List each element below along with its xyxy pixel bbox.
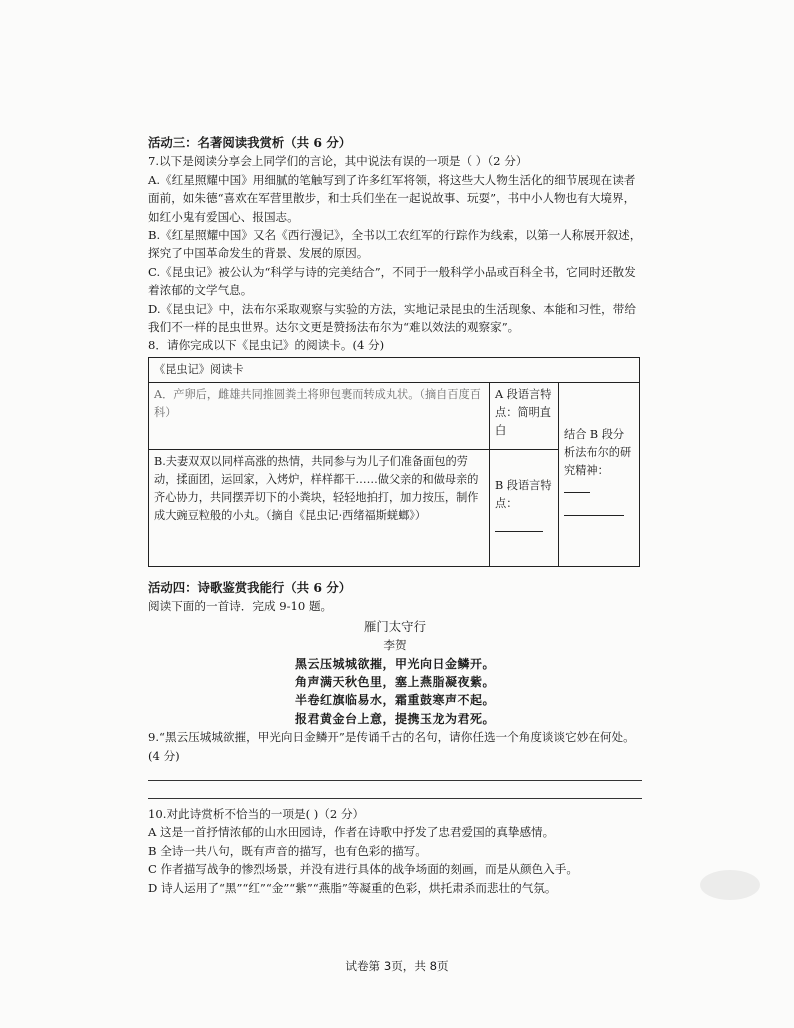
q7-option-b: B.《红星照耀中国》又名《西行漫记》，全书以工农红军的行踪作为线索，以第一人称展开叙述，探究了中国革命发生的背景、发展的原因。 xyxy=(148,228,642,261)
q9-answer-line[interactable] xyxy=(148,783,642,799)
poem-line: 角声满天秋色里，塞上燕脂凝夜紫。 xyxy=(294,674,495,689)
scan-smudge xyxy=(700,870,760,900)
q10-option-c: C 作者描写战争的惨烈场景，并没有进行具体的战争场面的刻画，而是从颜色入手。 xyxy=(148,862,578,877)
q8-stem: 8．请你完成以下《昆虫记》的阅读卡。(4 分) xyxy=(148,338,385,353)
q10-option-b: B 全诗一共八句，既有声音的描写，也有色彩的描写。 xyxy=(148,843,427,858)
passage-b-feature: B 段语言特点： xyxy=(495,479,552,511)
research-spirit-blank[interactable] xyxy=(564,480,590,493)
passage-a: A．产卵后，雌雄共同推圆粪土将卵包裹而转成丸状。（摘自百度百科） xyxy=(149,382,490,449)
activity3-heading: 活动三：名著阅读我赏析（共 6 分） xyxy=(148,135,352,150)
poem-line: 报君黄金台上意，提携玉龙为君死。 xyxy=(294,711,495,726)
poem-line: 黑云压城城欲摧，甲光向日金鳞开。 xyxy=(294,656,495,671)
passage-a-feature: A 段语言特点：简明直白 xyxy=(490,382,559,449)
research-spirit-blank-2[interactable] xyxy=(564,503,624,516)
research-spirit-cell xyxy=(559,382,640,566)
q9-stem: 9.“黑云压城城欲摧，甲光向日金鳞开”是传诵千古的名句，请你任选一个角度谈谈它妙在何处。(4 分) xyxy=(148,730,635,763)
activity4-intro: 阅读下面的一首诗．完成 9-10 题。 xyxy=(148,599,333,614)
page-content xyxy=(148,134,642,897)
poem-author: 李贺 xyxy=(383,638,407,653)
q10-option-a: A 这是一首抒情浓郁的山水田园诗，作者在诗歌中抒发了忠君爱国的真挚感情。 xyxy=(148,825,555,840)
q7-option-c: C.《昆虫记》被公认为“科学与诗的完美结合”，不同于一般科学小品或百科全书，它同时还散发着浓郁的文学气息。 xyxy=(148,264,636,298)
q10-stem: 10.对此诗赏析不恰当的一项是( )（2 分） xyxy=(148,806,365,821)
passage-b-feature-cell xyxy=(490,449,559,566)
q7-stem: 7.以下是阅读分享会上同学们的言论，其中说法有误的一项是（ ）（2 分） xyxy=(148,154,528,169)
passage-b-feature-blank[interactable] xyxy=(495,519,543,532)
activity4-heading: 活动四：诗歌鉴赏我能行（共 6 分） xyxy=(148,579,352,595)
research-spirit-prompt: 结合 B 段分析法布尔的研究精神： xyxy=(564,428,632,478)
poem-title: 雁门太守行 xyxy=(364,618,426,634)
poem-line: 半卷红旗临易水，霜重鼓寒声不起。 xyxy=(294,693,495,708)
q10-option-d: D 诗人运用了“黑”“红”“金”“紫”“燕脂”等凝重的色彩，烘托肃杀而悲壮的气氛。 xyxy=(148,880,557,895)
reading-card-title: 《昆虫记》阅读卡 xyxy=(149,357,640,382)
reading-card xyxy=(148,357,640,567)
q7-option-d: D.《昆虫记》中，法布尔采取观察与实验的方法，实地记录昆虫的生活现象、本能和习性，带给我们不一样的昆虫世界。达尔文更是赞扬法布尔为“难以效法的观察家”。 xyxy=(148,301,636,335)
page-footer: 试卷第 3页，共 8页 xyxy=(345,959,449,973)
passage-b: B.夫妻双双以同样高涨的热情，共同参与为儿子们准备面包的劳动，揉面团，运回家，入烤炉，样样都干……做父亲的和做母亲的齐心协力，共同摆弄切下的小粪块，轻轻地拍打，加力按压，制作成大豌豆粒般的小丸。（摘自《昆虫记·西绪福斯蜣螂》） xyxy=(149,449,490,566)
q7-option-a: A.《红星照耀中国》用细腻的笔触写到了许多红军将领，将这些大人物生活化的细节展现在读者面前，如朱德“喜欢在军营里散步，和士兵们坐在一起说故事、玩耍”，书中小人物也有大境界，如红小鬼有爱国心、报国志。 xyxy=(148,172,636,224)
q9-answer-line[interactable] xyxy=(148,765,642,781)
